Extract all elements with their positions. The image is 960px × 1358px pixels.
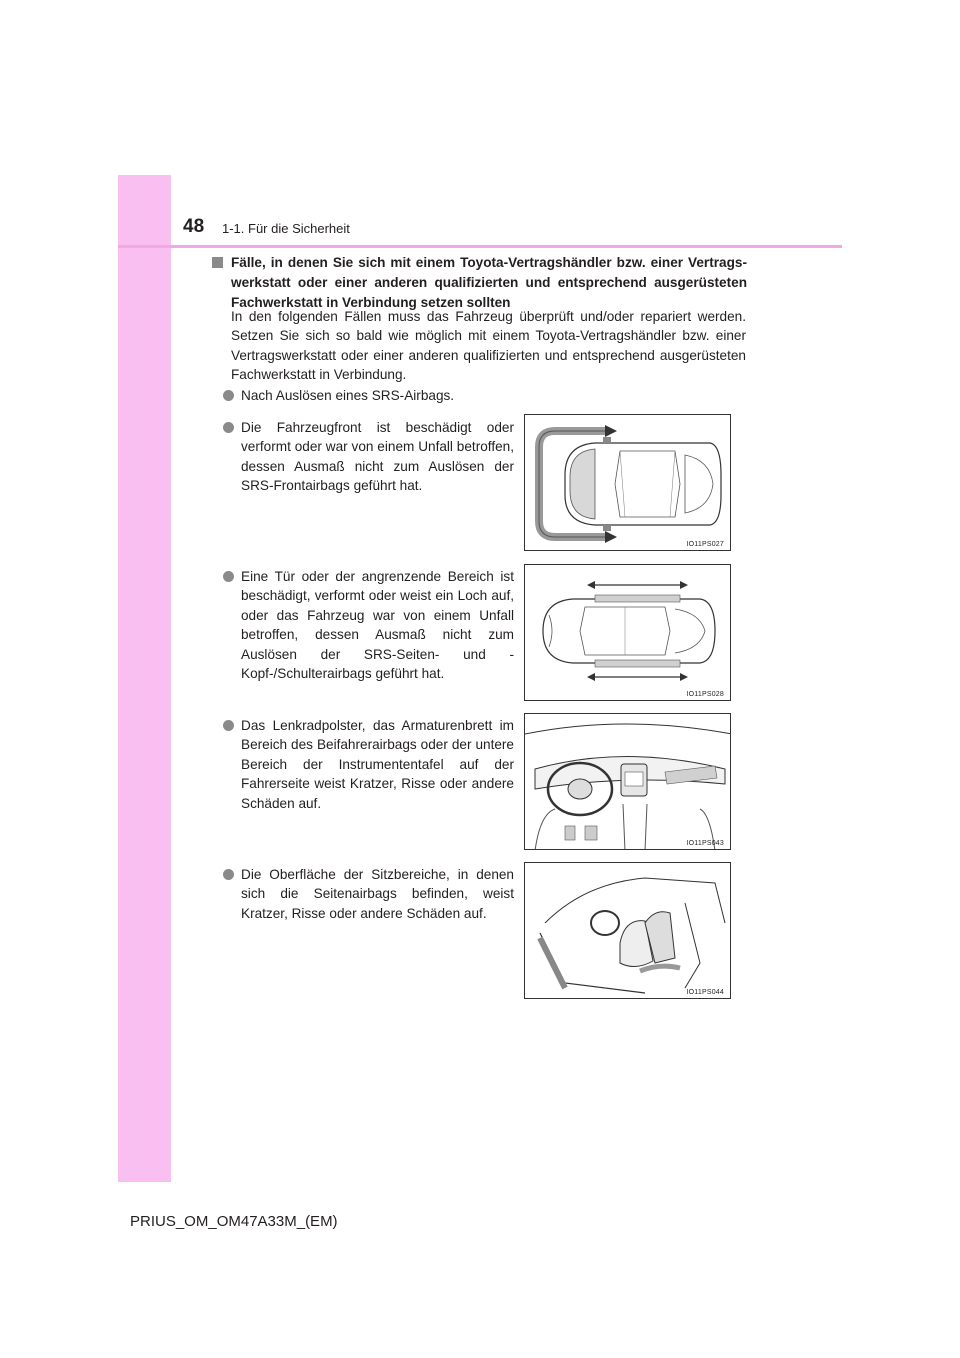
bullet-dot-icon	[223, 390, 234, 401]
seat-interior-view-icon	[525, 863, 731, 999]
bullet-item	[223, 567, 514, 683]
heading-text: Fälle, in denen Sie sich mit einem Toyota-Vertragshändler bzw. einer Vertragswerkstatt oder einer anderen qualifizierten und entsprechend ausgerüsteten Fachwerkstatt in Verbindung setzen sollten	[231, 255, 747, 310]
car-top-view-side-icon	[525, 565, 731, 701]
bullet-item	[223, 716, 514, 813]
figure-label: IO11PS043	[686, 840, 724, 847]
bullet-text: Die Fahrzeugfront ist beschädigt oder verformt oder war von einem Unfall betroffen, dessen Ausmaß nicht zum Auslösen der SRS-Frontairbags geführt hat.	[241, 420, 514, 494]
subsection-heading	[212, 253, 747, 313]
square-bullet-icon	[212, 257, 223, 268]
bullet-dot-icon	[223, 422, 234, 433]
bullet-item	[223, 386, 753, 405]
figure-label: IO11PS044	[686, 989, 724, 996]
figure-label: IO11PS027	[686, 541, 724, 548]
margin-color-band	[118, 175, 171, 1182]
bullet-text: Die Oberfläche der Sitzbereiche, in denen sich die Seitenairbags befinden, weist Kratzer, Risse oder andere Schäden auf.	[241, 867, 514, 921]
figure-front-damage	[524, 414, 731, 551]
bullet-text: Eine Tür oder der angrenzende Bereich ist beschädigt, verformt oder weist ein Loch auf, oder das Fahrzeug war von einem Unfall betroffen, dessen Ausmaß nicht zum Auslösen der SRS-Seiten- und -Kopf-/Schulterairbags geführt hat.	[241, 569, 514, 682]
header-divider	[118, 245, 842, 248]
bullet-item	[223, 865, 514, 923]
dashboard-view-icon	[525, 714, 731, 850]
car-top-view-front-icon	[525, 415, 731, 551]
bullet-text: Nach Auslösen eines SRS-Airbags.	[241, 388, 455, 403]
bullet-dot-icon	[223, 571, 234, 582]
page-number: 48	[183, 216, 205, 237]
intro-paragraph: In den folgenden Fällen muss das Fahrzeug überprüft und/oder repariert werden. Setzen Sie sich so bald wie möglich mit einem Toyota-Vertragshändler bzw. einer Vertragswerkstatt oder einer anderen qualifizierten und entsprechend ausgerüsteten Fachwerkstatt in Verbindung.	[231, 309, 746, 383]
section-title: 1-1. Für die Sicherheit	[222, 221, 350, 236]
bullet-text: Das Lenkradpolster, das Armaturenbrett im Bereich des Beifahrerairbags oder der untere Bereich der Instrumententafel auf der Fahrerseite weist Kratzer, Risse oder andere Schäden auf.	[241, 718, 514, 811]
figure-label: IO11PS028	[686, 691, 724, 698]
document-footer: PRIUS_OM_OM47A33M_(EM)	[130, 1213, 338, 1230]
figure-seats	[524, 862, 731, 999]
bullet-dot-icon	[223, 869, 234, 880]
figure-dashboard	[524, 713, 731, 850]
figure-side-damage	[524, 564, 731, 701]
bullet-item	[223, 418, 514, 496]
bullet-dot-icon	[223, 720, 234, 731]
